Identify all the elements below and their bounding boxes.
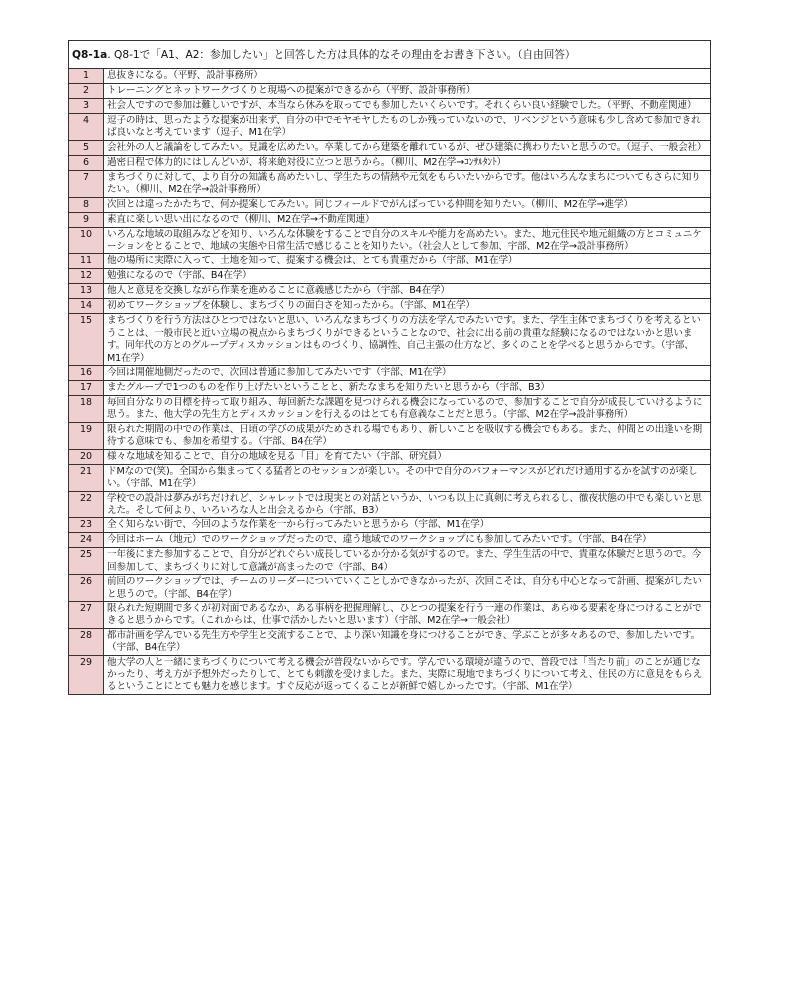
- row-number: 12: [69, 269, 104, 284]
- response-text: 素直に楽しい思い出になるので（柳川、M2在学→不動産関連）: [104, 212, 711, 227]
- table-row: [69, 422, 711, 449]
- response-text: トレーニングとネットワークづくりと現場への提案ができるから（平野、設計事務所）: [104, 84, 711, 99]
- row-number: 21: [69, 464, 104, 491]
- question-header: [69, 41, 711, 69]
- response-text: 会社外の人と議論をしてみたい。見識を広めたい。卒業してから建築を離れているが、ぜひ建築に携わりたいと思うので。（逗子、一般会社）: [104, 140, 711, 155]
- table-row: [69, 212, 711, 227]
- question-text: . Q8-1で「A1、A2：参加したい」と回答した方は具体的なその理由をお書き下さい。（自由回答）: [107, 49, 576, 61]
- question-code: Q8-1a: [72, 49, 108, 61]
- table-row: [69, 449, 711, 464]
- table-row: [69, 69, 711, 84]
- row-number: 26: [69, 575, 104, 602]
- question-header-row: [69, 41, 711, 69]
- response-text: 限られた期間の中での作業は、日頃の学びの成果がためされる場でもあり、新しいことを吸収する機会でもある。また、仲間との出逢いを期待する意味でも、参加を希望する。（宇部、B4在学）: [104, 422, 711, 449]
- response-text: 前回のワークショップでは、チームのリーダーについていくことしかできなかったが、次回こそは、自分も中心となって計画、提案がしたいと思うので。（宇部、B4在学）: [104, 575, 711, 602]
- response-text: 社会人ですので参加は難しいですが、本当なら休みを取ってでも参加したいくらいです。それくらい良い経験でした。（平野、不動産関連）: [104, 99, 711, 114]
- table-row: [69, 114, 711, 141]
- table-row: [69, 548, 711, 575]
- response-text: 様々な地域を知ることで、自分の地域を見る「目」を育てたい（宇部、研究員）: [104, 449, 711, 464]
- response-text: 次回とは違ったかたちで、何か提案してみたい。同じフィールドでがんばっている仲間を知りたい。（柳川、M2在学→進学）: [104, 197, 711, 212]
- table-row: [69, 575, 711, 602]
- response-text: 他の場所に実際に入って、土地を知って、提案する機会は、とても貴重だから（宇部、M1在学）: [104, 254, 711, 269]
- response-text: 他人と意見を交換しながら作業を進めることに意義感じたから（宇部、B4在学）: [104, 284, 711, 299]
- row-number: 14: [69, 299, 104, 314]
- response-text: いろんな地域の取組みなどを知り、いろんな体験をすることで自分のスキルや能力を高めたい。また、地元住民や地元組織の方とコミュニケーションをとることで、地域の実態や日常生活で感じることを知りたい。（社会人として参加、宇部、M2在学→設計事務所）: [104, 227, 711, 254]
- response-text: 一年後にまた参加することで、自分がどれぐらい成長しているか分かる気がするので。また、学生生活の中で、貴重な体験だと思うので。今回参加して、まちづくりに対して意識が高まったので（宇部、B4）: [104, 548, 711, 575]
- table-row: [69, 99, 711, 114]
- response-text: 限られた短期間で多くが初対面であるなか、ある事柄を把握理解し、ひとつの提案を行う一連の作業は、あらゆる要素を身につけることができると思うからです。（これからは、仕事で活かしたいと思います）（宇部、M2在学→一般会社）: [104, 601, 711, 628]
- row-number: 5: [69, 140, 104, 155]
- table-row: [69, 628, 711, 655]
- row-number: 8: [69, 197, 104, 212]
- table-row: [69, 655, 711, 694]
- table-row: [69, 314, 711, 366]
- table-row: [69, 299, 711, 314]
- row-number: 17: [69, 381, 104, 396]
- row-number: 22: [69, 491, 104, 518]
- response-text: 初めてワークショップを体験し、まちづくりの面白さを知ったから。（宇部、M1在学）: [104, 299, 711, 314]
- response-text: 勉強になるので（宇部、B4在学）: [104, 269, 711, 284]
- response-text: またグループで1つのものを作り上げたいということと、新たなまちを知りたいと思うから（宇部、B3）: [104, 381, 711, 396]
- table-row: [69, 227, 711, 254]
- row-number: 19: [69, 422, 104, 449]
- responses-table: [68, 40, 711, 695]
- response-text: 全く知らない街で、今回のような作業を一から行ってみたいと思うから（宇部、M1在学）: [104, 518, 711, 533]
- row-number: 4: [69, 114, 104, 141]
- table-row: [69, 155, 711, 170]
- response-text: 毎回自分なりの目標を持って取り組み、毎回新たな課題を見つけられる機会になっているので、参加することで自分が成長していけるように思う。また、他大学の先生方とディスカッションを行えるのはとても有意義なことだと思う。（宇部、M2在学→設計事務所）: [104, 396, 711, 423]
- response-text: 息抜きになる。（平野、設計事務所）: [104, 69, 711, 84]
- response-text: まちづくりを行う方法はひとつではないと思い、いろんなまちづくりの方法を学んでみたいです。また、学生主体でまちづくりを考えるということは、一般市民と近い立場の視点からまちづくりができるということなので、社会に出る前の貴重な経験になるのではないかと思います。同年代の方とのグループディスカッションはものづくり、協調性、自己主張の仕方など、多くのことを学べると思うからです。（宇部、M1在学）: [104, 314, 711, 366]
- table-row: [69, 84, 711, 99]
- response-text: まちづくりに対して、より自分の知識も高めたいし、学生たちの情熱や元気をもらいたいからです。他はいろんなまちについてもさらに知りたい。（柳川、M2在学→設計事務所）: [104, 170, 711, 197]
- response-text: 今回は開催地側だったので、次回は普通に参加してみたいです（宇部、M1在学）: [104, 366, 711, 381]
- row-number: 10: [69, 227, 104, 254]
- survey-document: [68, 40, 710, 695]
- row-number: 6: [69, 155, 104, 170]
- table-row: [69, 254, 711, 269]
- row-number: 7: [69, 170, 104, 197]
- row-number: 13: [69, 284, 104, 299]
- row-number: 15: [69, 314, 104, 366]
- response-text: ドMなので(笑)。全国から集まってくる猛者とのセッションが楽しい。その中で自分のパフォーマンスがどれだけ通用するかを試すのが楽しい。（宇部、M1在学）: [104, 464, 711, 491]
- table-row: [69, 396, 711, 423]
- row-number: 28: [69, 628, 104, 655]
- table-row: [69, 140, 711, 155]
- response-text: 他大学の人と一緒にまちづくりについて考える機会が普段ないからです。学んでいる環境が違うので、普段では「当たり前」のことが通じなかったり、考え方が予想外だったりして、とても刺激を受けました。また、実際に現地でまちづくりについて考え、住民の方に意見をもらえるということにとても魅力を感じます。すぐ反応が返ってくることが新鮮で嬉しかったです。（宇部、M1在学）: [104, 655, 711, 694]
- row-number: 29: [69, 655, 104, 694]
- table-row: [69, 197, 711, 212]
- row-number: 23: [69, 518, 104, 533]
- table-row: [69, 269, 711, 284]
- row-number: 16: [69, 366, 104, 381]
- row-number: 1: [69, 69, 104, 84]
- table-row: [69, 601, 711, 628]
- row-number: 18: [69, 396, 104, 423]
- response-text: 今回はホーム（地元）でのワークショップだったので、違う地域でのワークショップにも参加してみたいです。（宇部、B4在学）: [104, 533, 711, 548]
- response-text: 逗子の時は、思ったような提案が出来ず、自分の中でモヤモヤしたものしか残っていないので、リベンジという意味も少し含めて参加できれば良いなと考えています（逗子、M1在学）: [104, 114, 711, 141]
- row-number: 2: [69, 84, 104, 99]
- row-number: 24: [69, 533, 104, 548]
- table-row: [69, 284, 711, 299]
- row-number: 3: [69, 99, 104, 114]
- responses-body: [69, 69, 711, 695]
- table-row: [69, 533, 711, 548]
- table-row: [69, 518, 711, 533]
- table-row: [69, 170, 711, 197]
- row-number: 11: [69, 254, 104, 269]
- table-row: [69, 464, 711, 491]
- table-row: [69, 491, 711, 518]
- response-text: 都市計画を学んでいる先生方や学生と交流することで、より深い知識を身につけることができ、学ぶことが多々あるので、参加したいです。（宇部、B4在学）: [104, 628, 711, 655]
- row-number: 20: [69, 449, 104, 464]
- table-row: [69, 366, 711, 381]
- response-text: 学校での設計は夢みがちだけれど、シャレットでは現実との対話というか、いつも以上に真剣に考えられるし、徹夜状態の中でも楽しいと思えた。そして何より、いろいろな人と出会えるから（宇部、B3）: [104, 491, 711, 518]
- response-text: 過密日程で体力的にはしんどいが、将来絶対役に立つと思うから。（柳川、M2在学→ｺﾝｻﾙﾀﾝﾄ）: [104, 155, 711, 170]
- table-row: [69, 381, 711, 396]
- row-number: 27: [69, 601, 104, 628]
- row-number: 25: [69, 548, 104, 575]
- row-number: 9: [69, 212, 104, 227]
